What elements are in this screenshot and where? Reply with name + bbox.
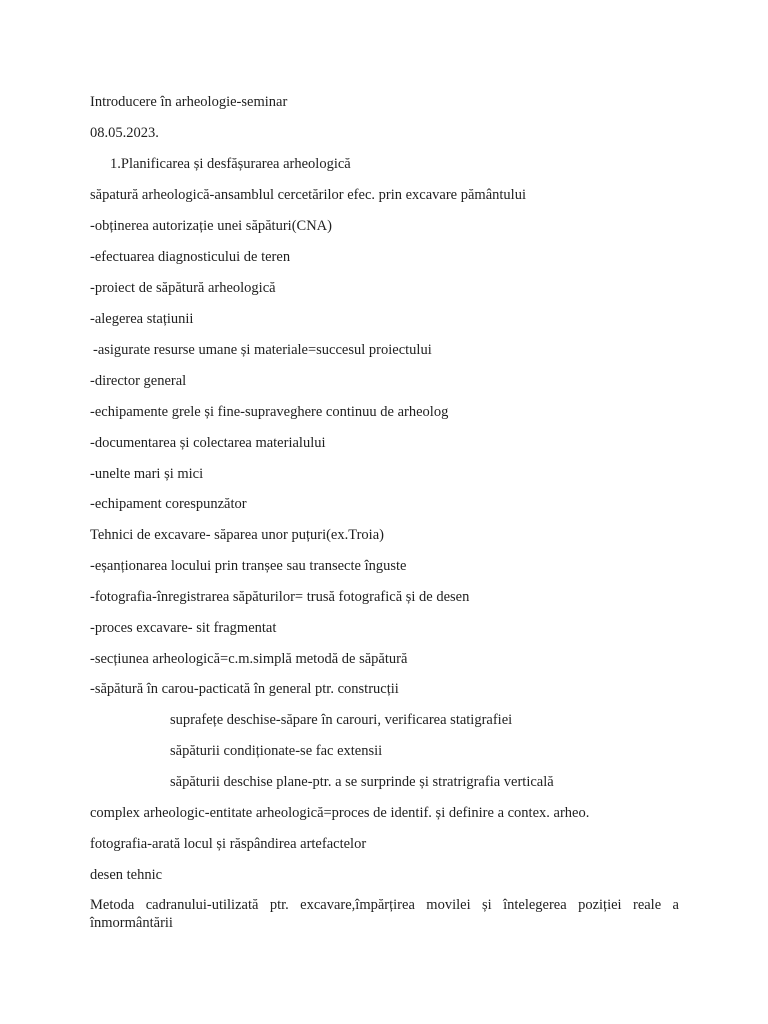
indented-line: săpăturii deschise plane-ptr. a se surprinde și stratrigrafia verticală: [170, 774, 554, 790]
text-line: -documentarea și colectarea materialului: [90, 435, 326, 451]
text-line: -efectuarea diagnosticului de teren: [90, 249, 291, 265]
text-line: -unelte mari și mici: [90, 466, 204, 482]
text-line: -săpătură în carou-pacticată în general ptr. construcții: [90, 681, 399, 697]
text-line: -eșanționarea locului prin tranșee sau transecte înguste: [90, 558, 407, 574]
text-line: desen tehnic: [90, 867, 163, 883]
document-date: 08.05.2023.: [90, 125, 159, 141]
text-line: -asigurate resurse umane și materiale=succesul proiectului: [93, 342, 432, 358]
text-line: -echipamente grele și fine-supraveghere continuu de arheolog: [90, 404, 449, 420]
text-line: fotografia-arată locul și răspândirea artefactelor: [90, 836, 367, 852]
text-line: -director general: [90, 373, 187, 389]
text-line: -secțiunea arheologică=c.m.simplă metodă de săpătură: [90, 651, 408, 667]
document-title: Introducere în arheologie-seminar: [90, 94, 288, 110]
text-line: -alegerea stațiunii: [90, 311, 194, 327]
section-heading: Tehnici de excavare- săparea unor puțuri(ex.Troia): [90, 527, 384, 543]
text-line: săpatură arheologică-ansamblul cercetărilor efec. prin excavare pământului: [90, 187, 526, 203]
text-line: -obținerea autorizație unei săpături(CNA): [90, 218, 332, 234]
final-paragraph: Metoda cadranului-utilizată ptr. excavare,împărțirea movilei și întelegerea poziției reale a înmormântării: [90, 897, 679, 931]
text-line: -echipament corespunzător: [90, 496, 247, 512]
text-line: -proces excavare- sit fragmentat: [90, 620, 277, 636]
text-line: complex arheologic-entitate arheologică=proces de identif. și definire a contex. arheo.: [90, 805, 590, 821]
heading-text: Planificarea și desfășurarea arheologică: [120, 156, 351, 172]
text-line: -fotografia-înregistrarea săpăturilor= trusă fotografică și de desen: [90, 589, 470, 605]
indented-line: săpăturii condiționate-se fac extensii: [170, 743, 383, 759]
indented-line: suprafețe deschise-săpare în carouri, verificarea statigrafiei: [170, 712, 513, 728]
numbered-heading: [110, 155, 351, 173]
text-line: -proiect de săpătură arheologică: [90, 280, 276, 296]
heading-number: 1.: [110, 156, 121, 172]
